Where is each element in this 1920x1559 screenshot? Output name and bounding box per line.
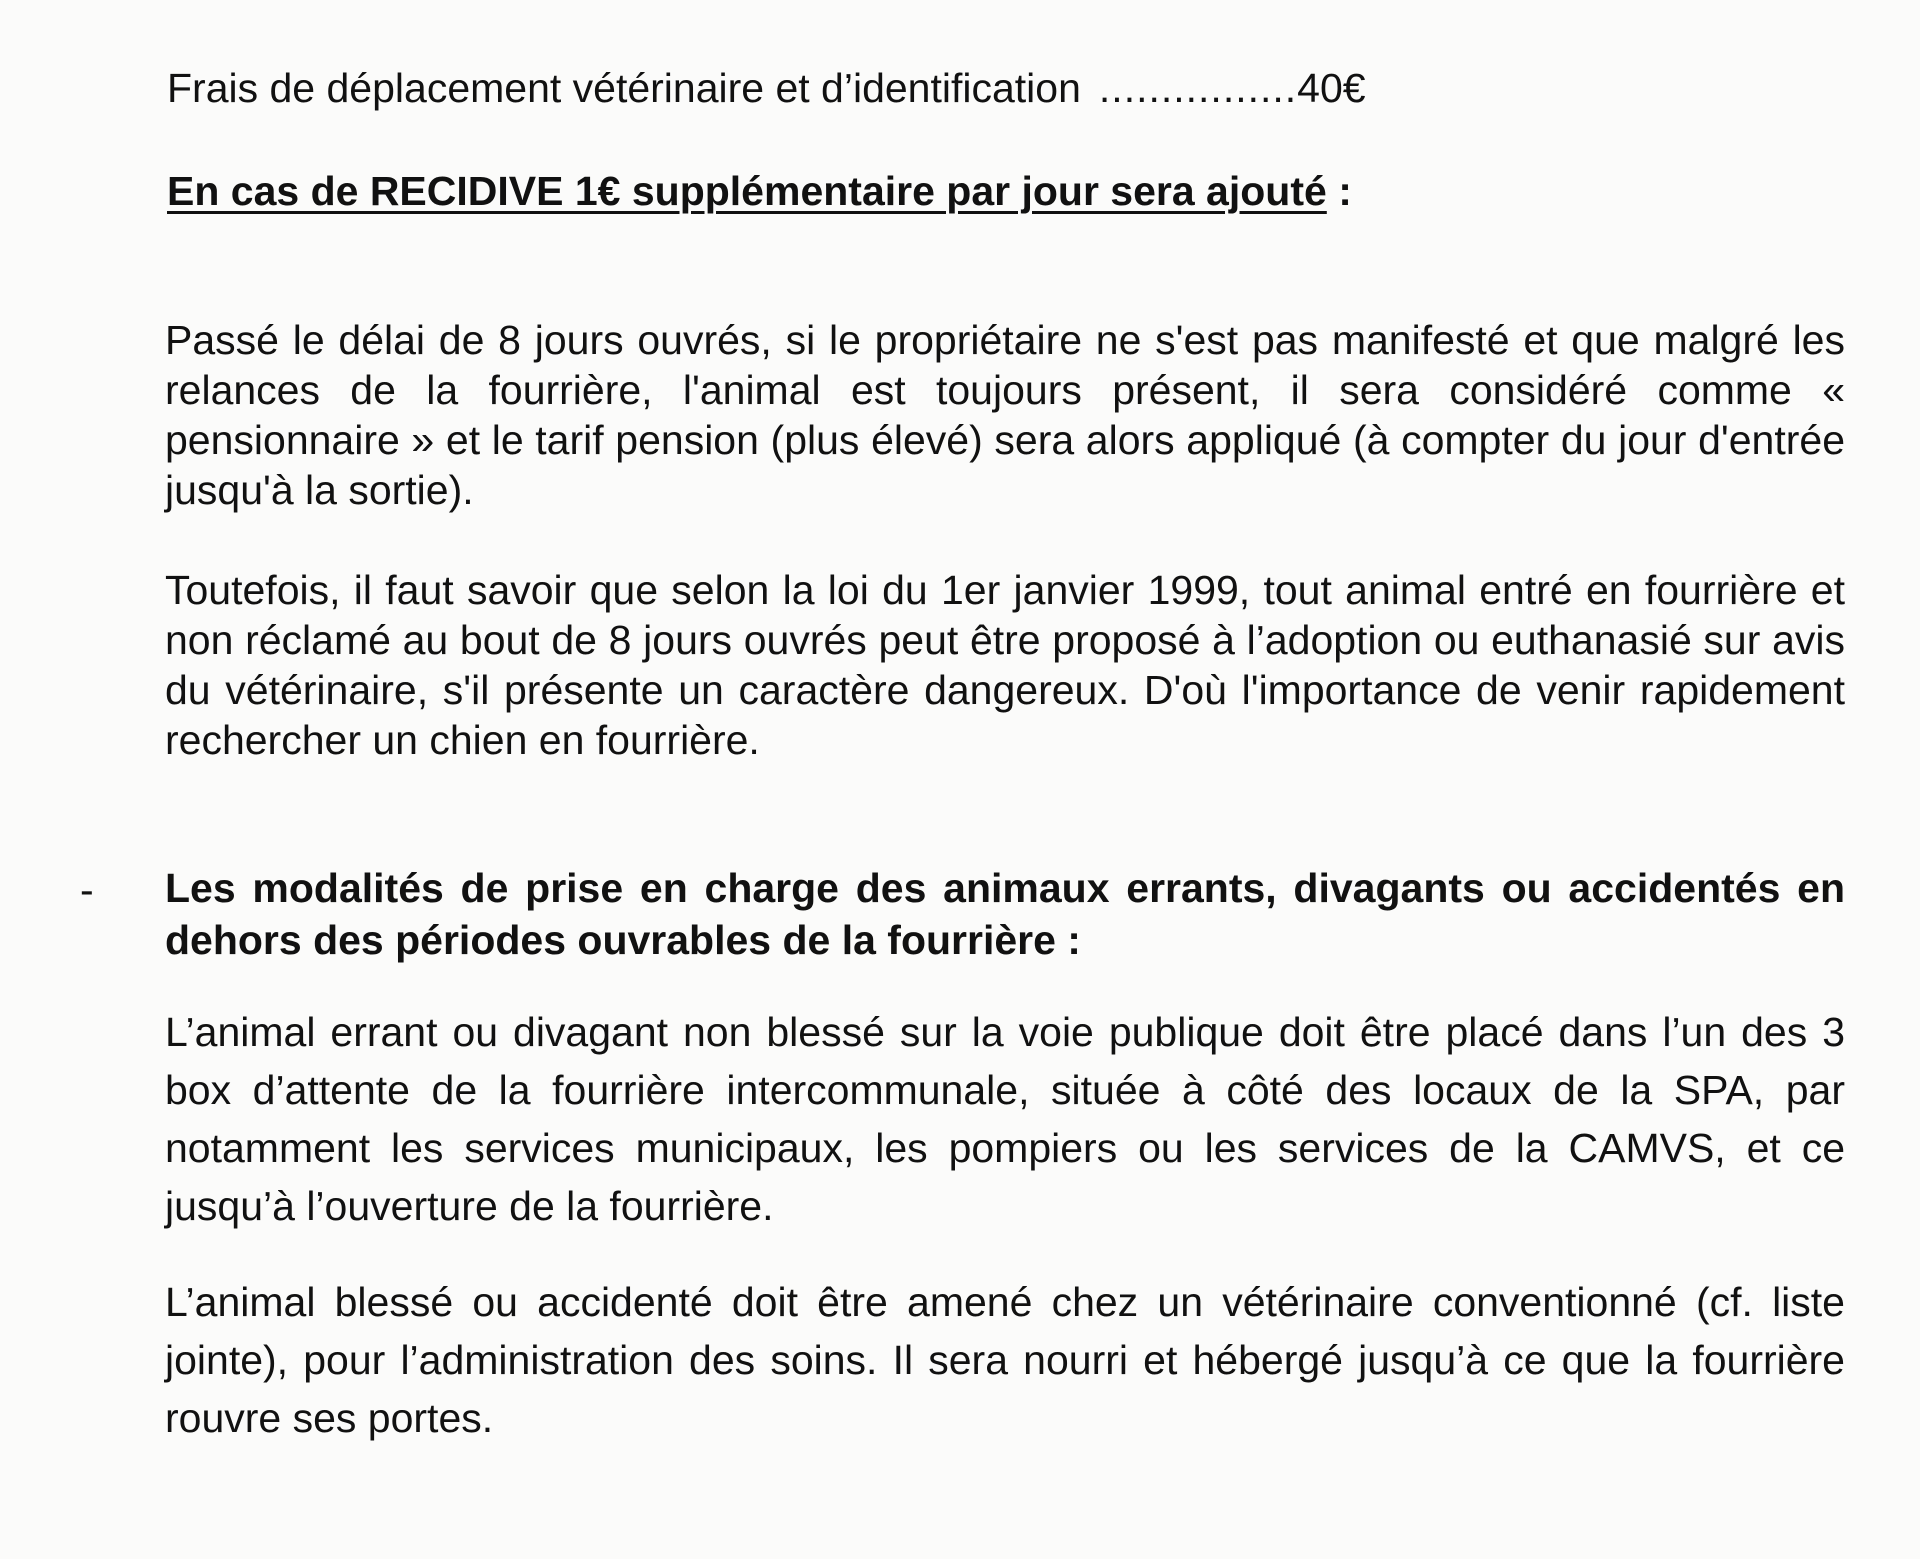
section-heading: Les modalités de prise en charge des animaux errants, divagants ou accidentés en dehors des périodes ouvrables de la fourrière : — [165, 865, 1845, 963]
fee-amount: 40€ — [1297, 65, 1366, 111]
recidive-text: En cas de RECIDIVE 1€ supplémentaire par jour sera ajouté — [167, 168, 1327, 214]
paragraph-delai: Passé le délai de 8 jours ouvrés, si le propriétaire ne s'est pas manifesté et que malgré les relances de la fourrière, l'animal est toujours présent, il sera considéré comme « pensionnaire » et le tarif pension (plus élevé) sera alors appliqué (à compter du jour d'entrée jusqu'à la sortie). — [165, 317, 1845, 513]
bullet-dash: - — [80, 867, 94, 913]
paragraph-errant: L’animal errant ou divagant non blessé sur la voie publique doit être placé dans l’un des 3 box d’attente de la fourrière intercommunale, située à côté des locaux de la SPA, par notamment les services municipaux, les pompiers ou les services de la CAMVS, et ce jusqu’à l’ouverture de la fourrière. — [165, 1009, 1845, 1229]
fee-leader-dots: ................ — [1098, 65, 1298, 111]
recidive-suffix: : — [1326, 168, 1352, 214]
fee-line — [167, 62, 1366, 114]
fee-label: Frais de déplacement vétérinaire et d’identification — [167, 65, 1081, 111]
recidive-notice — [167, 165, 1352, 217]
paragraph-blesse: L’animal blessé ou accidenté doit être amené chez un vétérinaire conventionné (cf. liste jointe), pour l’administration des soins. Il sera nourri et hébergé jusqu’à ce que la fourrière rouvre ses portes. — [165, 1279, 1845, 1441]
paragraph-loi: Toutefois, il faut savoir que selon la loi du 1er janvier 1999, tout animal entré en fourrière et non réclamé au bout de 8 jours ouvrés peut être proposé à l’adoption ou euthanasié sur avis du vétérinaire, s'il présente un caractère dangereux. D'où l'importance de venir rapidement rechercher un chien en fourrière. — [165, 567, 1845, 763]
